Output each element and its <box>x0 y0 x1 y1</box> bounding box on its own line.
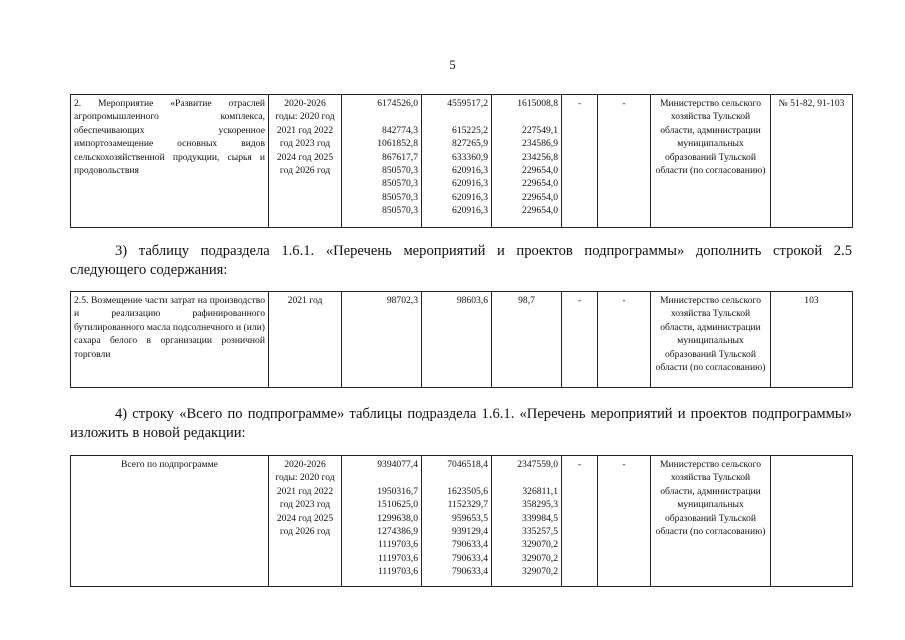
funding-value: 959653,5 <box>452 512 488 524</box>
funding-value: 234586,9 <box>522 138 558 150</box>
funding-value: 229654,0 <box>522 178 558 190</box>
funding-value: 633360,9 <box>452 151 488 163</box>
funding-value: 9394077,4 <box>377 459 418 470</box>
funding-value: 620916,3 <box>452 191 488 203</box>
indicator-ref-cell: 103 <box>771 292 853 388</box>
measure-name-cell: 2.5. Возмещение части затрат на производство и реализацию рафинированного бутилированного масла подсолнечного и (или) сахара белого в организации розничной торговли <box>71 292 269 388</box>
federal-funding-cell <box>422 95 492 228</box>
measure-name-cell: 2. Мероприятие «Развитие отраслей агропромышленного комплекса, обеспечивающих ускоренное импортозамещение основных видов сельскохозяйственной продукции, сырья и продовольствия <box>71 95 269 228</box>
year-label: 2024 год <box>276 151 312 163</box>
funding-value: 329070,2 <box>522 539 558 551</box>
measure-name-cell: Всего по подпрограмме <box>71 456 269 587</box>
regional-funding-cell <box>492 292 562 388</box>
year-label: 2022 год <box>279 485 334 511</box>
regional-funding-cell <box>492 95 562 228</box>
funding-value: 1950316,7 <box>377 485 418 497</box>
funding-value: 234256,8 <box>522 151 558 163</box>
total-funding-cell <box>342 456 422 587</box>
year-label: 2025 год <box>279 512 334 538</box>
local-funding-cell: - <box>562 456 598 587</box>
funding-value: 7046518,4 <box>447 459 488 470</box>
local-funding-cell: - <box>562 95 598 228</box>
funding-value: 850570,3 <box>382 164 418 176</box>
year-label: 2021 год <box>276 485 312 497</box>
funding-value: 867617,7 <box>382 151 418 163</box>
year-label: 2021 год <box>276 124 312 136</box>
paragraph-line: изложить в новой редакции: <box>70 425 246 441</box>
regional-funding-cell <box>492 456 562 587</box>
funding-value: 229654,0 <box>522 205 558 217</box>
funding-value: 1274386,9 <box>377 525 418 537</box>
funding-value: 1510625,0 <box>377 499 418 511</box>
year-label: 2020 год <box>299 111 335 123</box>
funding-value: 939129,4 <box>452 525 488 537</box>
funding-value: 227549,1 <box>522 124 558 136</box>
years-cell: 2021 год <box>269 292 342 388</box>
funding-value: 6174526,0 <box>377 98 418 109</box>
year-label: 2026 год <box>295 526 331 538</box>
amendment-paragraph-3 <box>70 242 852 280</box>
funding-value: 842774,3 <box>382 124 418 136</box>
paragraph-line: 3) таблицу подраздела 1.6.1. «Перечень мероприятий и проектов подпрограммы» дополнить строкой 2.5 <box>115 243 852 259</box>
executor-cell: Министерство сельского хозяйства Тульской области, администрации муниципальных образований Тульской области (по согласованию) <box>651 456 771 587</box>
funding-value: 827265,9 <box>452 138 488 150</box>
funding-value: 1119703,6 <box>377 552 418 564</box>
year-label: 2023 год <box>295 138 331 150</box>
local-funding-cell: - <box>562 292 598 388</box>
measures-table-row-2-5 <box>70 291 853 388</box>
executor-cell: Министерство сельского хозяйства Тульской области, администрации муниципальных образований Тульской области (по согласованию) <box>651 95 771 228</box>
indicator-ref-cell: № 51-82, 91-103 <box>771 95 853 228</box>
page-number: 5 <box>449 57 456 72</box>
total-funding-cell <box>342 95 422 228</box>
year-label: 2020-2026 годы: <box>275 459 326 484</box>
funding-value: 339984,5 <box>522 512 558 524</box>
funding-value: 790633,4 <box>452 552 488 564</box>
amendment-paragraph-4 <box>70 405 852 443</box>
funding-value: 229654,0 <box>522 191 558 203</box>
funding-value: 790633,4 <box>452 566 488 578</box>
year-label: 2022 год <box>279 124 334 150</box>
funding-value: 850570,3 <box>382 205 418 217</box>
measures-table-row-2 <box>70 94 853 228</box>
executor-cell: Министерство сельского хозяйства Тульской области, администрации муниципальных образований Тульской области (по согласованию) <box>651 292 771 388</box>
funding-value: 1061852,8 <box>377 138 418 150</box>
paragraph-line: 4) строку «Всего по подпрограмме» таблицы подраздела 1.6.1. «Перечень мероприятий и проектов подпрограммы» <box>115 406 852 422</box>
year-label: 2020 год <box>299 472 335 484</box>
year-label: 2026 год <box>295 165 331 177</box>
paragraph-line: следующего содержания: <box>70 262 228 278</box>
year-label: 2020-2026 годы: <box>275 98 326 123</box>
funding-value: 615225,2 <box>452 124 488 136</box>
funding-value: 2347559,0 <box>517 459 558 470</box>
funding-value: 790633,4 <box>452 539 488 551</box>
extrabudget-funding-cell: - <box>598 292 651 388</box>
funding-value: 229654,0 <box>522 164 558 176</box>
extrabudget-funding-cell: - <box>598 95 651 228</box>
funding-value: 1299638,0 <box>377 512 418 524</box>
extrabudget-funding-cell: - <box>598 456 651 587</box>
funding-value: 620916,3 <box>452 205 488 217</box>
funding-value: 329070,2 <box>522 566 558 578</box>
funding-value: 1623505,6 <box>447 485 488 497</box>
funding-value: 850570,3 <box>382 178 418 190</box>
funding-value: 326811,1 <box>522 485 558 497</box>
total-funding-cell <box>342 292 422 388</box>
funding-value: 329070,2 <box>522 552 558 564</box>
funding-value: 620916,3 <box>452 164 488 176</box>
year-label: 2024 год <box>276 512 312 524</box>
funding-value: 1119703,6 <box>377 539 418 551</box>
years-cell <box>269 95 342 228</box>
funding-value: 98,7 <box>518 295 535 306</box>
years-cell <box>269 456 342 587</box>
federal-funding-cell <box>422 456 492 587</box>
funding-value: 1615008,8 <box>517 98 558 109</box>
indicator-ref-cell <box>771 456 853 587</box>
funding-value: 98702,3 <box>386 295 418 306</box>
year-label: 2025 год <box>279 151 334 177</box>
federal-funding-cell <box>422 292 492 388</box>
funding-value: 1152329,7 <box>447 499 488 511</box>
funding-value: 4559517,2 <box>447 98 488 109</box>
funding-value: 1119703,6 <box>377 566 418 578</box>
measures-table-total-row <box>70 455 853 587</box>
year-label: 2023 год <box>295 499 331 511</box>
funding-value: 98603,6 <box>456 295 488 306</box>
funding-value: 620916,3 <box>452 178 488 190</box>
funding-value: 335257,5 <box>522 525 558 537</box>
funding-value: 358295,3 <box>522 499 558 511</box>
funding-value: 850570,3 <box>382 191 418 203</box>
